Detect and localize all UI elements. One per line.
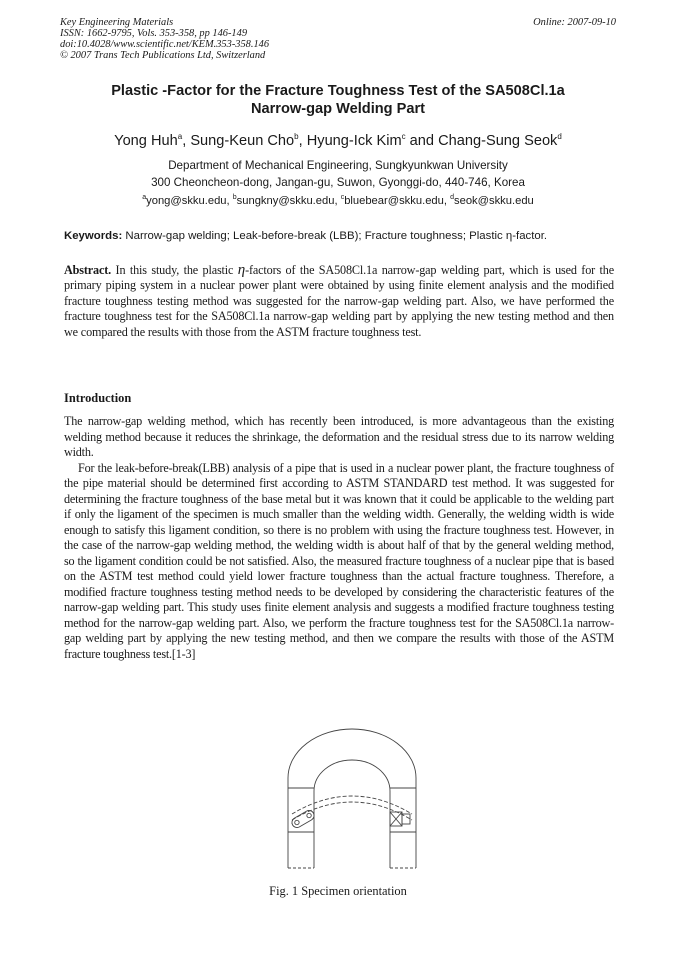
paper-title bbox=[60, 82, 616, 118]
journal-name: Key Engineering Materials bbox=[60, 17, 174, 28]
email bbox=[450, 195, 534, 207]
eta-symbol: η bbox=[237, 262, 246, 278]
email-address: seok@skku.edu bbox=[454, 195, 534, 207]
abstract-label: Abstract. bbox=[64, 263, 112, 277]
author bbox=[190, 133, 306, 149]
abstract-text-pre: In this study, the plastic bbox=[111, 263, 238, 277]
specimen-orientation-figure bbox=[286, 728, 418, 875]
figure-caption: Fig. 1 Specimen orientation bbox=[269, 884, 407, 898]
section-heading-introduction: Introduction bbox=[64, 391, 132, 405]
author-mark: b bbox=[294, 132, 299, 141]
email-mark: a bbox=[142, 194, 147, 201]
author bbox=[307, 133, 438, 149]
issn-line: ISSN: 1662-9795, Vols. 353-358, pp 146-149 bbox=[60, 28, 248, 39]
author-mark: a bbox=[177, 132, 183, 141]
author-mark: c bbox=[401, 132, 406, 141]
author-list bbox=[60, 132, 616, 150]
journal-header bbox=[60, 17, 269, 61]
abstract bbox=[64, 263, 614, 340]
affiliation-line-2: 300 Cheoncheon-dong, Jangan-gu, Suwon, Gyonggi-do, 440-746, Korea bbox=[151, 176, 525, 189]
author-name: Yong Huh bbox=[114, 133, 178, 149]
email-separator: , bbox=[334, 195, 341, 207]
email-mark: c bbox=[340, 194, 345, 201]
copyright-line: © 2007 Trans Tech Publications Ltd, Switzerland bbox=[60, 50, 266, 61]
author bbox=[114, 133, 190, 149]
introduction-body bbox=[64, 414, 614, 662]
email-mark: d bbox=[450, 194, 454, 201]
specimen-left bbox=[290, 809, 316, 830]
author-name: Chang-Sung Seok bbox=[438, 133, 558, 149]
keywords-text: Narrow-gap welding; Leak-before-break (LBB); Fracture toughness; Plastic η-factor. bbox=[122, 230, 548, 242]
doi-line: doi:10.4028/www.scientific.net/KEM.353-358.146 bbox=[60, 39, 270, 50]
email-address: sungkny@skku.edu bbox=[236, 195, 335, 207]
author bbox=[438, 133, 562, 149]
pipe-outer-outline bbox=[288, 729, 416, 868]
online-date: Online: 2007-09-10 bbox=[533, 17, 616, 28]
email-separator: , bbox=[443, 195, 451, 207]
introduction-paragraph: For the leak-before-break(LBB) analysis of a pipe that is used in a nuclear power plant, the fracture toughness of the pipe material should be determined first according to ASTM STANDARD test method. It was suggested for determining the fracture toughness of the base metal but it was known that it could be applicable to the welding part if only the ligament of the specimen is much smaller than the welding width. Generally, the welding width is wide enough to satisfy this ligament condition, so there is no problem with using the fracture toughness test. However, in the case of the narrow-gap welding method, the welding width is about half of that by the general welding method, so the ligament condition could be not satisfied. Also, the measured fracture toughness of a nuclear pipe that is based on the ASTM test method could yield lower fracture toughness than the actual fracture toughness. Therefore, a modified fracture toughness testing method needs to be developed by considering the characteristic features of the narrow-gap welding part. This study uses finite element analysis and suggests a modified fracture toughness testing method for the narrow-gap welding part. Also, we perform the fracture toughness test for the SA508Cl.1a narrow-gap welding part by applying the new testing method, and then we compare the results with those of the ASTM fracture toughness test.[1-3] bbox=[64, 460, 614, 661]
abstract-text-post: -factors of the SA508Cl.1a narrow-gap welding part, which is used for the primary piping system in a nuclear power plant were obtained by using finite element analysis and the modified fracture toughness testing method was suggested for the narrow-gap welding part. Also, we have performed the fracture toughness test for the SA508Cl.1a narrow-gap welding part by applying the new testing method and then we compared the results with those from the ASTM fracture toughness test. bbox=[64, 263, 614, 339]
author-separator: , bbox=[182, 133, 191, 149]
email bbox=[341, 195, 450, 207]
author-separator: and bbox=[405, 133, 439, 149]
specimen-drawing bbox=[286, 728, 418, 870]
specimen-right bbox=[390, 812, 410, 826]
email-mark: b bbox=[232, 194, 237, 201]
author-name: Sung-Keun Cho bbox=[190, 133, 295, 149]
affiliation bbox=[60, 157, 616, 191]
affiliation-line-1: Department of Mechanical Engineering, Sungkyunkwan University bbox=[168, 159, 508, 172]
keywords bbox=[64, 229, 616, 244]
title-line-1: Plastic -Factor for the Fracture Toughness Test of the SA508Cl.1a bbox=[111, 83, 565, 99]
author-mark: d bbox=[557, 132, 562, 141]
email-address: yong@skku.edu bbox=[146, 195, 227, 207]
email-separator: , bbox=[226, 195, 233, 207]
introduction-paragraph: The narrow-gap welding method, which has recently been introduced, is more advantageous than the existing welding method because it reduces the shrinkage, the deformation and the residual stress due to its narrow welding width. bbox=[64, 414, 614, 459]
author-name: Hyung-Ick Kim bbox=[306, 133, 402, 149]
email bbox=[233, 195, 341, 207]
author-separator: , bbox=[298, 133, 307, 149]
email bbox=[142, 195, 233, 207]
email-list bbox=[60, 193, 616, 209]
title-line-2: Narrow-gap Welding Part bbox=[250, 101, 426, 117]
pipe-inner-outline bbox=[314, 760, 390, 868]
email-address: bluebear@skku.edu bbox=[344, 195, 444, 207]
keywords-label: Keywords: bbox=[64, 230, 123, 242]
